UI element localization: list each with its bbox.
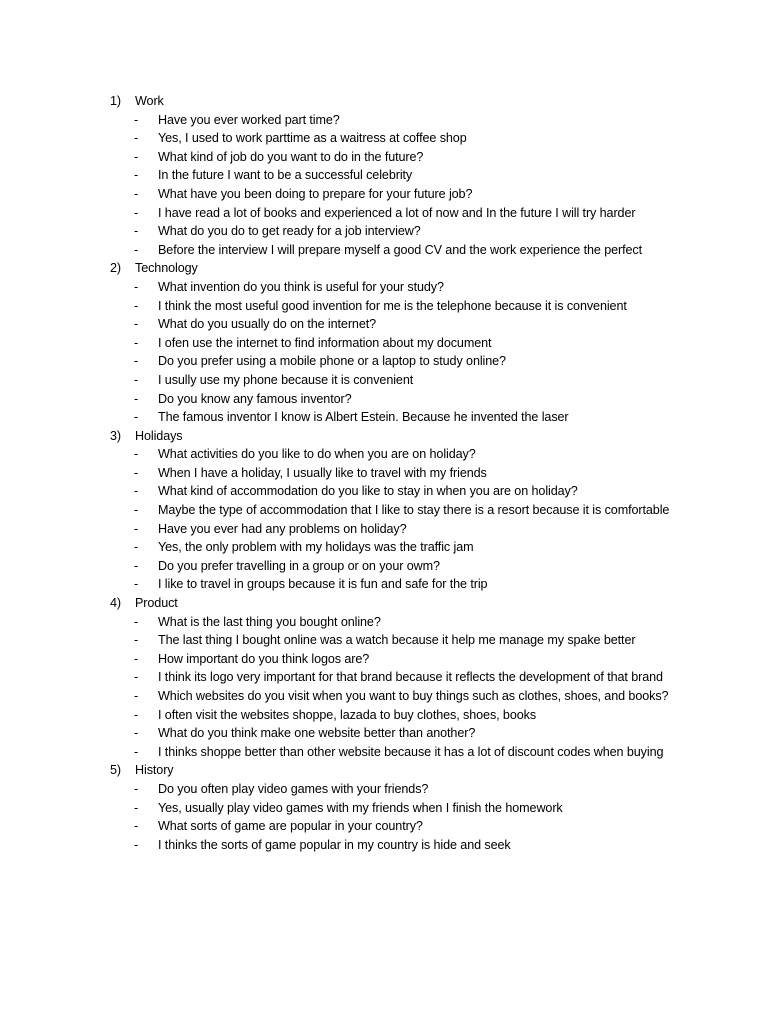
section-heading: [0, 427, 768, 446]
item-text: I thinks shoppe better than other website because it has a lot of discount codes when buying: [158, 744, 664, 759]
list-item: [0, 371, 768, 390]
item-text: What kind of job do you want to do in the future?: [158, 149, 424, 164]
bullet-dash: -: [134, 800, 139, 815]
bullet-dash: -: [134, 484, 139, 499]
list-item: [0, 315, 768, 334]
list-item: [0, 724, 768, 743]
item-text: What sorts of game are popular in your country?: [158, 819, 423, 834]
bullet-dash: -: [134, 317, 139, 332]
section-title: History: [135, 763, 174, 778]
list-item: [0, 687, 768, 706]
bullet-dash: -: [134, 726, 139, 741]
bullet-dash: -: [134, 558, 139, 573]
document-page: [0, 92, 768, 854]
section-1: [0, 92, 768, 259]
bullet-dash: -: [134, 224, 139, 239]
bullet-dash: -: [134, 819, 139, 834]
list-item: [0, 538, 768, 557]
bullet-dash: -: [134, 577, 139, 592]
bullet-dash: -: [134, 372, 139, 387]
bullet-dash: -: [134, 837, 139, 852]
section-heading: [0, 92, 768, 111]
item-text: I usully use my phone because it is convenient: [158, 372, 414, 387]
list-item: [0, 111, 768, 130]
section-number: 4): [110, 596, 121, 611]
item-list: [0, 278, 768, 427]
list-item: [0, 297, 768, 316]
bullet-dash: -: [134, 614, 139, 629]
item-text: Which websites do you visit when you want to buy things such as clothes, shoes, and books?: [158, 689, 669, 703]
list-item: [0, 613, 768, 632]
bullet-dash: -: [134, 689, 139, 703]
section-number: 1): [110, 94, 121, 108]
bullet-dash: -: [134, 410, 139, 425]
bullet-dash: -: [134, 391, 139, 406]
item-list: [0, 780, 768, 854]
section-title: Product: [135, 596, 178, 611]
section-number: 2): [110, 261, 121, 276]
bullet-dash: -: [134, 205, 139, 220]
item-text: Have you ever had any problems on holiday?: [158, 521, 407, 536]
bullet-dash: -: [134, 279, 139, 294]
list-item: [0, 445, 768, 464]
list-item: [0, 352, 768, 371]
item-text: The last thing I bought online was a watch because it help me manage my spake better: [158, 633, 636, 648]
list-item: [0, 166, 768, 185]
bullet-dash: -: [134, 521, 139, 536]
item-text: What activities do you like to do when you are on holiday?: [158, 447, 476, 462]
bullet-dash: -: [134, 744, 139, 759]
item-list: [0, 613, 768, 762]
item-text: Have you ever worked part time?: [158, 112, 340, 127]
list-item: [0, 482, 768, 501]
list-item: [0, 408, 768, 427]
bullet-dash: -: [134, 131, 139, 146]
item-text: What do you think make one website better than another?: [158, 726, 476, 741]
bullet-dash: -: [134, 112, 139, 127]
item-text: The famous inventor I know is Albert Estein. Because he invented the laser: [158, 410, 569, 425]
section-3: [0, 427, 768, 594]
item-text: How important do you think logos are?: [158, 651, 370, 666]
list-item: [0, 464, 768, 483]
list-item: [0, 222, 768, 241]
list-item: [0, 241, 768, 260]
bullet-dash: -: [134, 149, 139, 164]
item-text: I often visit the websites shoppe, lazada to buy clothes, shoes, books: [158, 707, 537, 722]
item-text: What have you been doing to prepare for your future job?: [158, 186, 473, 201]
item-text: What invention do you think is useful for your study?: [158, 279, 444, 294]
item-text: What is the last thing you bought online?: [158, 614, 381, 629]
list-item: [0, 129, 768, 148]
item-text: In the future I want to be a successful celebrity: [158, 168, 413, 183]
item-text: I think the most useful good invention for me is the telephone because it is convenient: [158, 298, 627, 313]
bullet-dash: -: [134, 465, 139, 480]
list-item: [0, 668, 768, 687]
list-item: [0, 799, 768, 818]
section-heading: [0, 761, 768, 780]
list-item: [0, 278, 768, 297]
bullet-dash: -: [134, 707, 139, 722]
item-text: What kind of accommodation do you like to stay in when you are on holiday?: [158, 484, 578, 499]
item-text: I ofen use the internet to find information about my document: [158, 335, 492, 350]
section-title: Work: [135, 94, 164, 108]
item-text: Do you often play video games with your friends?: [158, 781, 429, 796]
item-list: [0, 445, 768, 594]
item-text: Yes, the only problem with my holidays was the traffic jam: [158, 540, 474, 555]
bullet-dash: -: [134, 670, 139, 685]
section-title: Technology: [135, 261, 198, 276]
bullet-dash: -: [134, 186, 139, 201]
item-text: When I have a holiday, I usually like to travel with my friends: [158, 465, 487, 480]
item-text: Do you know any famous inventor?: [158, 391, 352, 406]
item-text: Do you prefer travelling in a group or on your owm?: [158, 558, 440, 573]
section-2: [0, 259, 768, 426]
bullet-dash: -: [134, 354, 139, 369]
item-text: Yes, I used to work parttime as a waitress at coffee shop: [158, 131, 467, 146]
list-item: [0, 185, 768, 204]
item-text: I have read a lot of books and experienced a lot of now and In the future I will try harder: [158, 205, 636, 220]
list-item: [0, 390, 768, 409]
list-item: [0, 557, 768, 576]
section-4: [0, 594, 768, 761]
list-item: [0, 836, 768, 855]
list-item: [0, 780, 768, 799]
list-item: [0, 520, 768, 539]
item-text: I think its logo very important for that brand because it reflects the development of that brand: [158, 670, 663, 685]
item-text: I thinks the sorts of game popular in my country is hide and seek: [158, 837, 511, 852]
bullet-dash: -: [134, 168, 139, 183]
bullet-dash: -: [134, 335, 139, 350]
list-item: [0, 575, 768, 594]
section-5: [0, 761, 768, 854]
section-number: 3): [110, 428, 121, 443]
section-title: Holidays: [135, 428, 183, 443]
list-item: [0, 204, 768, 223]
bullet-dash: -: [134, 781, 139, 796]
bullet-dash: -: [134, 633, 139, 648]
bullet-dash: -: [134, 503, 139, 518]
list-item: [0, 650, 768, 669]
item-text: Do you prefer using a mobile phone or a laptop to study online?: [158, 354, 506, 369]
item-text: What do you do to get ready for a job interview?: [158, 224, 421, 239]
item-list: [0, 111, 768, 260]
item-text: What do you usually do on the internet?: [158, 317, 377, 332]
list-item: [0, 817, 768, 836]
section-number: 5): [110, 763, 121, 778]
list-item: [0, 743, 768, 762]
section-heading: [0, 594, 768, 613]
bullet-dash: -: [134, 447, 139, 462]
list-item: [0, 706, 768, 725]
item-text: I like to travel in groups because it is fun and safe for the trip: [158, 577, 488, 592]
list-item: [0, 631, 768, 650]
list-item: [0, 334, 768, 353]
bullet-dash: -: [134, 651, 139, 666]
list-item: [0, 501, 768, 520]
bullet-dash: -: [134, 540, 139, 555]
list-item: [0, 148, 768, 167]
item-text: Yes, usually play video games with my friends when I finish the homework: [158, 800, 563, 815]
item-text: Maybe the type of accommodation that I like to stay there is a resort because it is comfortable: [158, 503, 670, 518]
bullet-dash: -: [134, 242, 139, 257]
bullet-dash: -: [134, 298, 139, 313]
item-text: Before the interview I will prepare myself a good CV and the work experience the perfect: [158, 242, 643, 257]
section-heading: [0, 259, 768, 278]
